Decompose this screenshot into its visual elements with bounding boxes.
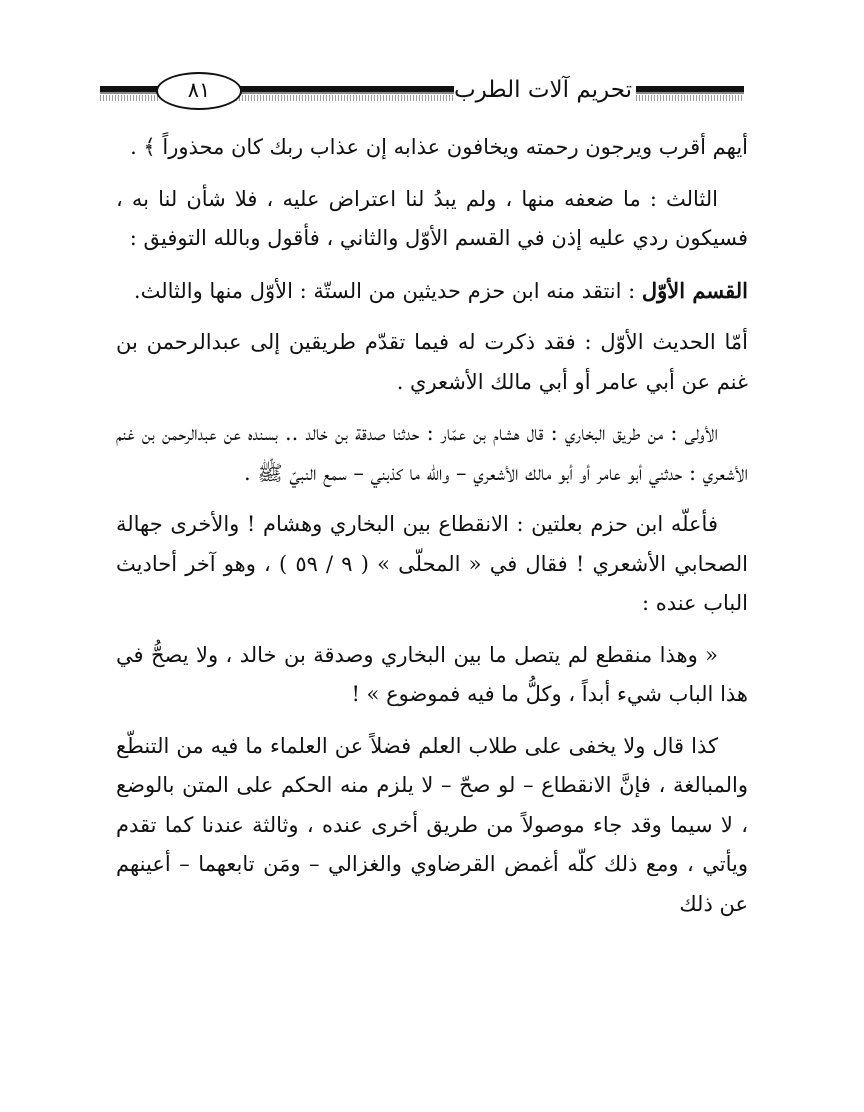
book-title: تحريم آلات الطرب [453, 77, 632, 103]
header-hatch-middle [230, 95, 454, 101]
paragraph-first-path: الأولى : من طريق البخاري : قال هشام بن عمّار : حدثنا صدقة بن خالد .. بسنده عن عبدالرحمن بن غنم الأشعري : حدثني أبو عامر أو أبو مالك الأشعري – والله ما كذبني – سمع النبيّ ﷺ . [116, 421, 748, 485]
paragraph-ibn-hazm: فأعلّه ابن حزم بعلتين : الانقطاع بين البخاري وهشام ! والأخرى جهالة الصحابي الأشعري ! فقال في « المحلّى » ( ٩ / ٥٩ ) ، وهو آخر أحاديث الباب عنده : [116, 512, 748, 615]
paragraph-rebuttal: كذا قال ولا يخفى على طلاب العلم فضلاً عن العلماء ما فيه من التنطّع والمبالغة ، فإنَّ الانقطاع – لو صحّ – لا يلزم منه الحكم على المتن بالوضع ، لا سيما وقد جاء موصولاً من طريق أخرى عنده ، وثالثة عندنا كما تقدم ويأتي ، ومع ذلك كلّه أغمض القرضاوي والغزالي – ومَن تابعهما – أعينهم عن ذلك [116, 733, 748, 916]
page-body [116, 128, 748, 1028]
header-rule-left [100, 86, 160, 94]
section-heading: القسم الأوّل [641, 277, 748, 303]
paragraph-first-hadith: أمّا الحديث الأوّل : فقد ذكرت له فيما تقدّم طريقين إلى عبدالرحمن بن غنم عن أبي عامر أو أبي مالك الأشعري . [116, 330, 748, 394]
page-number: ٨١ [156, 72, 242, 110]
header-hatch-right [636, 95, 744, 101]
header-hatch-left [100, 95, 160, 101]
paragraph-third: الثالث : ما ضعفه منها ، ولم يبدُ لنا اعتراض عليه ، فلا شأن لنا به ، فسيكون ردي عليه إذن في القسم الأوّل والثاني ، فأقول وبالله التوفيق : [116, 186, 748, 250]
paragraph-quran-end: أيهم أقرب ويرجون رحمته ويخافون عذابه إن عذاب ربك كان محذوراً ﴾ . [130, 135, 748, 159]
page-header [100, 62, 744, 110]
header-rule-right [636, 86, 744, 94]
section-one-text: انتقد منه ابن حزم حديثين من الستّة : الأوّل منها والثالث. [133, 278, 622, 303]
paragraph-quote: « وهذا منقطع لم يتصل ما بين البخاري وصدقة بن خالد ، ولا يصحُّ في هذا الباب شيء أبداً ، وكلُّ ما فيه فموضوع » ! [116, 642, 748, 706]
paragraph-section-one: القسم الأوّل : انتقد منه ابن حزم حديثين من الستّة : الأوّل منها والثالث. [133, 277, 748, 303]
header-rule-middle [230, 86, 454, 94]
